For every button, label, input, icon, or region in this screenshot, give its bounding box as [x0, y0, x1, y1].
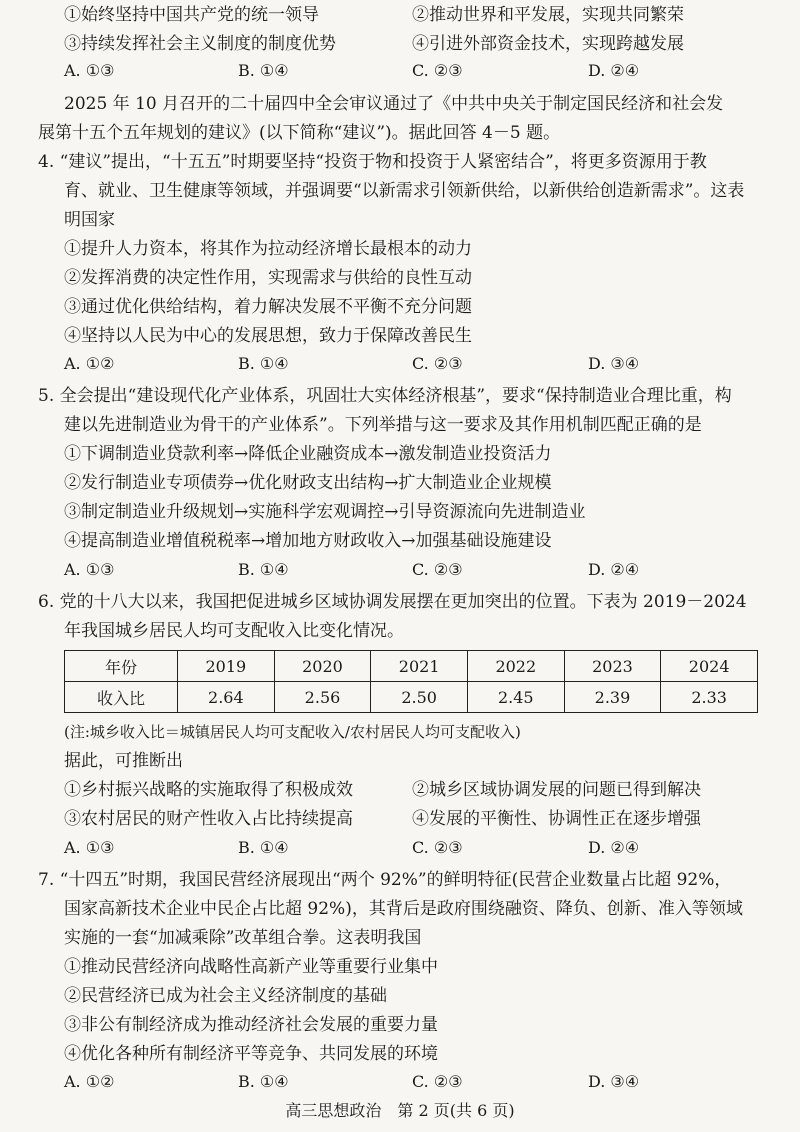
- table-cell: 2020: [274, 651, 371, 682]
- option-d: D. ③④: [588, 1072, 640, 1091]
- q7-item-2: ②民营经济已成为社会主义经济制度的基础: [64, 986, 387, 1006]
- table-cell: 2.45: [467, 682, 564, 713]
- table-row: [65, 682, 758, 713]
- table-cell: 年份: [65, 651, 178, 682]
- page-footer: 高三思想政治 第 2 页(共 6 页): [285, 1101, 515, 1120]
- table-cell: 2024: [661, 651, 758, 682]
- option-c: C. ②③: [412, 838, 463, 857]
- q6-lead: 据此，可推断出: [64, 751, 183, 771]
- q4-stem-3: 明国家: [64, 210, 115, 230]
- q6-options: [0, 838, 800, 862]
- option-b: B. ①④: [238, 560, 289, 579]
- table-cell: 2.39: [564, 682, 661, 713]
- q6-item-1: ①乡村振兴战略的实施取得了积极成效: [64, 780, 353, 800]
- q7-item-3: ③非公有制经济成为推动经济社会发展的重要力量: [64, 1015, 438, 1035]
- q4-item-4: ④坚持以人民为中心的发展思想，致力于保障改善民生: [64, 326, 472, 346]
- table-cell: 2.50: [371, 682, 468, 713]
- q5-item-4: ④提高制造业增值税税率→增加地方财政收入→加强基础设施建设: [64, 531, 552, 551]
- q4-stem-2: 育、就业、卫生健康等领域，并强调要“以新需求引领新供给，以新供给创造新需求”。这表: [64, 181, 745, 201]
- q6-item-4: ④发展的平衡性、协调性正在逐步增强: [412, 809, 701, 829]
- option-d: D. ②④: [588, 560, 640, 579]
- q7-item-1: ①推动民营经济向战略性高新产业等重要行业集中: [64, 957, 438, 977]
- q7-item-4: ④优化各种所有制经济平等竞争、共同发展的环境: [64, 1044, 438, 1064]
- q6-stem-1: 6. 党的十八大以来，我国把促进城乡区域协调发展摆在更加突出的位置。下表为 2019－2024: [38, 592, 747, 612]
- table-header-row: [65, 651, 758, 682]
- table-cell: 2.56: [274, 682, 371, 713]
- option-c: C. ②③: [412, 61, 463, 80]
- option-b: B. ①④: [238, 354, 289, 373]
- option-d: D. ②④: [588, 838, 640, 857]
- q5-stem-1: 5. 全会提出“建设现代化产业体系，巩固壮大实体经济根基”，要求“保持制造业合理比重，构: [38, 386, 732, 406]
- top-item-1: ①始终坚持中国共产党的统一领导: [64, 5, 319, 25]
- q7-stem-3: 实施的一套“加减乘除”改革组合拳。这表明我国: [64, 928, 422, 948]
- option-c: C. ②③: [412, 1072, 463, 1091]
- q7-stem-2: 国家高新技术企业中民企占比超 92%)，其背后是政府围绕融资、降负、创新、准入等领域: [64, 899, 743, 919]
- top-item-3: ③持续发挥社会主义制度的制度优势: [64, 34, 336, 54]
- option-b: B. ①④: [238, 61, 289, 80]
- table-cell: 2.64: [178, 682, 275, 713]
- q5-item-3: ③制定制造业升级规划→实施科学宏观调控→引导资源流向先进制造业: [64, 502, 586, 522]
- q6-item-2: ②城乡区域协调发展的问题已得到解决: [412, 780, 701, 800]
- q6-stem-2: 年我国城乡居民人均可支配收入比变化情况。: [64, 621, 404, 641]
- option-d: D. ②④: [588, 61, 640, 80]
- q4-item-2: ②发挥消费的决定性作用，实现需求与供给的良性互动: [64, 268, 472, 288]
- table-cell: 收入比: [65, 682, 178, 713]
- intro-line-1: 2025 年 10 月召开的二十届四中全会审议通过了《中共中央关于制定国民经济和社会发: [64, 94, 724, 114]
- option-c: C. ②③: [412, 560, 463, 579]
- option-b: B. ①④: [238, 838, 289, 857]
- q5-item-1: ①下调制造业贷款利率→降低企业融资成本→激发制造业投资活力: [64, 444, 552, 464]
- q4-options: [0, 354, 800, 378]
- table-cell: 2022: [467, 651, 564, 682]
- q7-stem-1: 7. “十四五”时期，我国民营经济展现出“两个 92%”的鲜明特征(民营企业数量占比超 92%，: [38, 870, 732, 890]
- option-a: A. ①③: [64, 838, 115, 857]
- q6-note: (注:城乡收入比＝城镇居民人均可支配收入/农村居民人均可支配收入): [64, 723, 521, 741]
- option-a: A. ①③: [64, 560, 115, 579]
- q5-options: [0, 560, 800, 584]
- q4-item-3: ③通过优化供给结构，着力解决发展不平衡不充分问题: [64, 297, 472, 317]
- top-options: [0, 61, 800, 85]
- option-a: A. ①②: [64, 354, 115, 373]
- q4-stem-1: 4. “建议”提出，“十五五”时期要坚持“投资于物和投资于人紧密结合”，将更多资源用于教: [38, 152, 707, 172]
- option-a: A. ①②: [64, 1072, 115, 1091]
- option-b: B. ①④: [238, 1072, 289, 1091]
- top-item-2: ②推动世界和平发展，实现共同繁荣: [412, 5, 684, 25]
- table-cell: 2.33: [661, 682, 758, 713]
- option-d: D. ③④: [588, 354, 640, 373]
- option-c: C. ②③: [412, 354, 463, 373]
- table-cell: 2021: [371, 651, 468, 682]
- q7-options: [0, 1072, 800, 1096]
- q5-item-2: ②发行制造业专项债券→优化财政支出结构→扩大制造业企业规模: [64, 473, 552, 493]
- table-cell: 2019: [178, 651, 275, 682]
- income-ratio-table: [64, 650, 758, 713]
- intro-line-2: 展第十五个五年规划的建议》(以下简称“建议”)。据此回答 4－5 题。: [38, 123, 561, 143]
- q5-stem-2: 建以先进制造业为骨干的产业体系”。下列举措与这一要求及其作用机制匹配正确的是: [64, 415, 702, 435]
- top-item-4: ④引进外部资金技术，实现跨越发展: [412, 34, 684, 54]
- option-a: A. ①③: [64, 61, 115, 80]
- q4-item-1: ①提升人力资本，将其作为拉动经济增长最根本的动力: [64, 239, 472, 259]
- table-cell: 2023: [564, 651, 661, 682]
- q6-item-3: ③农村居民的财产性收入占比持续提高: [64, 809, 353, 829]
